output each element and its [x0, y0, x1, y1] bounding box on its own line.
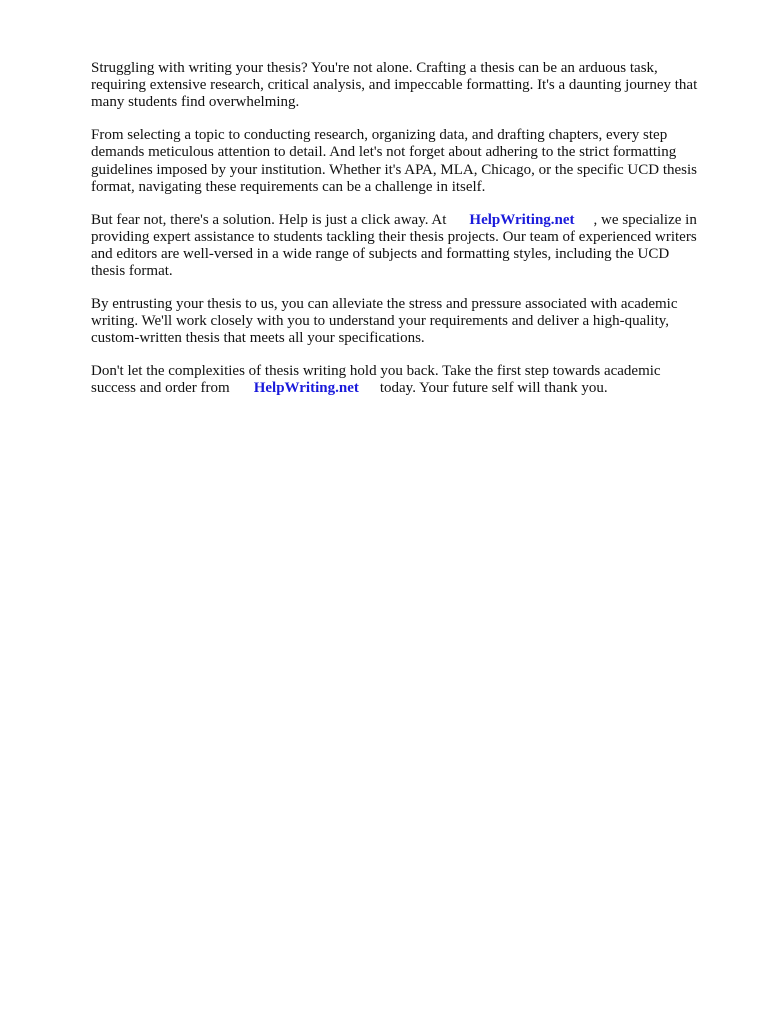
paragraph-text: But fear not, there's a solution. Help is just a click away. At — [91, 211, 447, 228]
paragraph-3 — [91, 212, 731, 281]
paragraph-line: format, navigating these requirements can be a challenge in itself. — [91, 178, 486, 195]
paragraph-line: thesis format. — [91, 263, 173, 280]
paragraph-line: guidelines imposed by your institution. Whether it's APA, MLA, Chicago, or the specific UCD thesis — [91, 161, 697, 178]
paragraph-line: requiring extensive research, critical analysis, and impeccable formatting. It's a daunting journey that — [91, 77, 698, 94]
paragraph-line: many students find overwhelming. — [91, 94, 300, 111]
helpwriting-link[interactable]: HelpWriting.net — [253, 380, 359, 397]
document-body — [91, 60, 731, 413]
paragraph-5 — [91, 363, 731, 397]
paragraph-line: By entrusting your thesis to us, you can alleviate the stress and pressure associated with academic — [91, 296, 678, 313]
paragraph-line: Struggling with writing your thesis? You're not alone. Crafting a thesis can be an arduous task, — [91, 60, 658, 76]
paragraph-text: success and order from — [91, 380, 230, 397]
paragraph-1 — [91, 60, 731, 112]
paragraph-line: demands meticulous attention to detail. And let's not forget about adhering to the strict formatting — [91, 144, 677, 161]
paragraph-text: today. Your future self will thank you. — [379, 380, 608, 397]
paragraph-line — [91, 380, 731, 397]
paragraph-line: custom-written thesis that meets all your specifications. — [91, 330, 425, 347]
paragraph-line — [91, 212, 731, 229]
paragraph-2 — [91, 127, 731, 196]
paragraph-line: and editors are well-versed in a wide range of subjects and formatting styles, including the UCD — [91, 246, 670, 263]
paragraph-line: providing expert assistance to students tackling their thesis projects. Our team of experienced writers — [91, 228, 697, 245]
paragraph-line: writing. We'll work closely with you to understand your requirements and deliver a high-quality, — [91, 313, 670, 330]
helpwriting-link[interactable]: HelpWriting.net — [469, 211, 575, 228]
paragraph-line: Don't let the complexities of thesis writing hold you back. Take the first step towards academic — [91, 363, 661, 380]
paragraph-4 — [91, 296, 731, 348]
paragraph-text: , we specialize in — [593, 211, 697, 228]
paragraph-line: From selecting a topic to conducting research, organizing data, and drafting chapters, every step — [91, 127, 668, 144]
